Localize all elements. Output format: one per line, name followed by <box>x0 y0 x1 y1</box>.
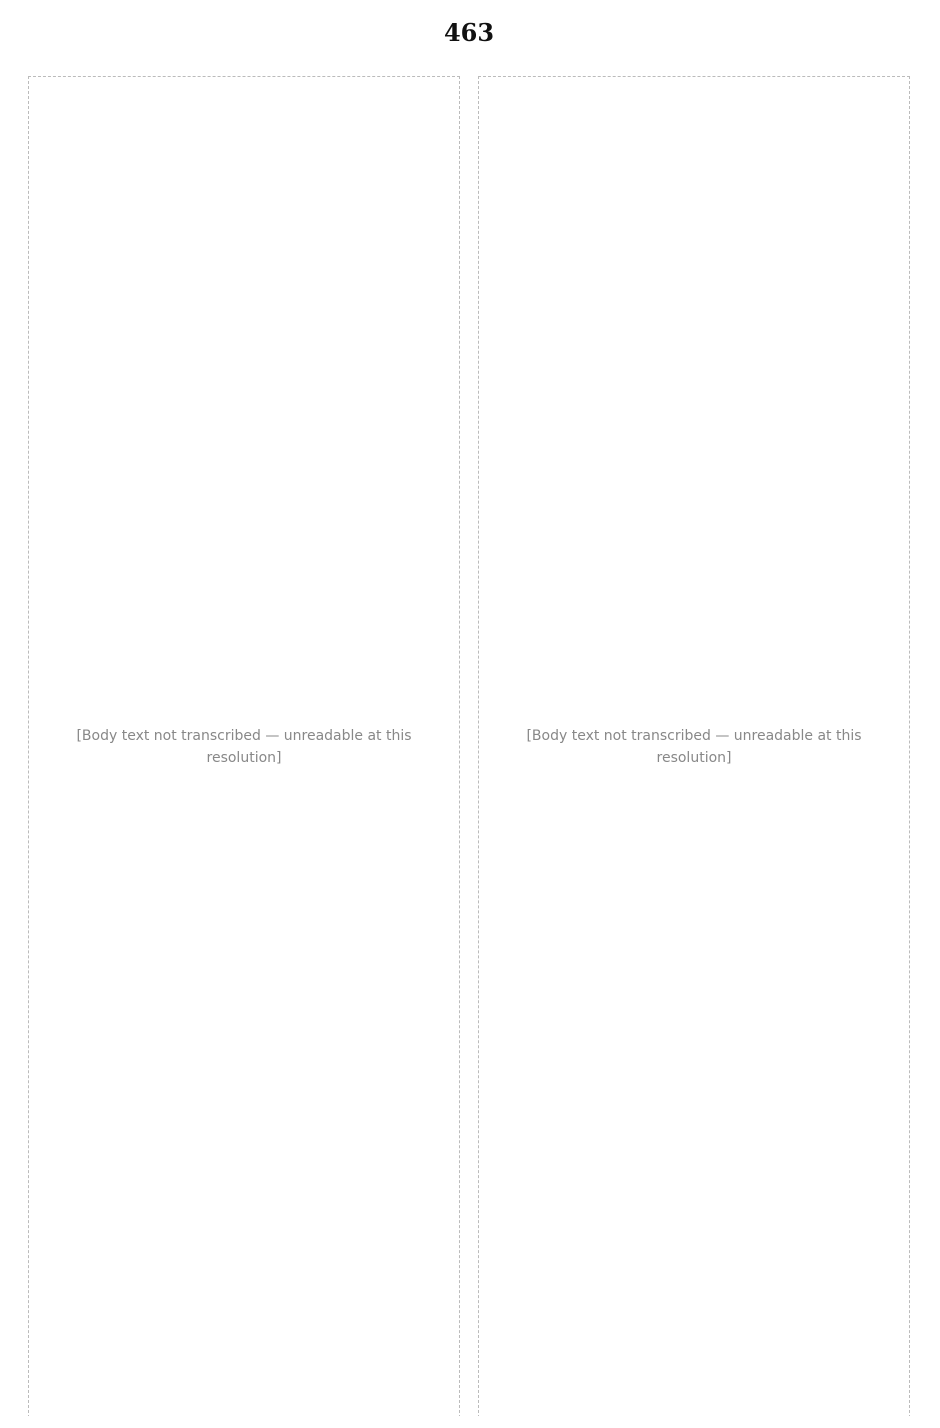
text-columns <box>28 76 910 1416</box>
unreadable-text-notice: [Body text not transcribed — unreadable at this resolution] <box>28 76 460 1416</box>
left-column <box>28 76 460 1416</box>
right-column <box>478 76 910 1416</box>
page-number: 463 <box>443 18 495 47</box>
page-header <box>28 18 910 62</box>
unreadable-text-notice: [Body text not transcribed — unreadable at this resolution] <box>478 76 910 1416</box>
